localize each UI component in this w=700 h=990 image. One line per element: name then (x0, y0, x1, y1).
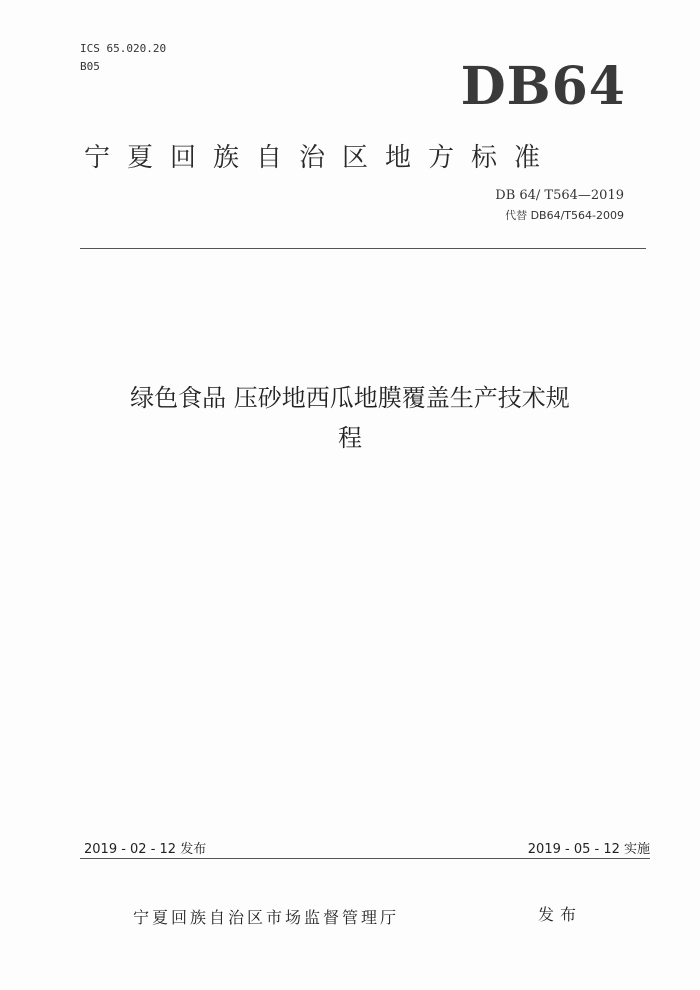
header-divider (80, 248, 646, 249)
issuing-authority: 宁夏回族自治区市场监督管理厅 (133, 908, 400, 927)
standard-type-heading: 宁夏回族自治区地方标准 (84, 143, 558, 173)
standard-number: DB 64/ T564—2019 (495, 188, 624, 203)
footer-divider (80, 858, 650, 859)
title-line-1: 绿色食品 压砂地西瓜地膜覆盖生产技术规 (130, 384, 570, 412)
title-line-2: 程 (338, 424, 362, 452)
issue-label: 发布 (538, 905, 583, 924)
standard-number-block (495, 188, 624, 223)
document-title (60, 378, 640, 458)
implementation-date: 2019 - 05 - 12 实施 (527, 842, 650, 857)
publication-date: 2019 - 02 - 12 发布 (84, 842, 207, 857)
ics-code: ICS 65.020.20 (80, 42, 167, 55)
replaces-standard: 代替 DB64/T564-2009 (505, 209, 624, 222)
standard-logo: DB64 (460, 56, 626, 117)
classification-codes (80, 40, 166, 76)
ccs-code: B05 (80, 60, 100, 73)
